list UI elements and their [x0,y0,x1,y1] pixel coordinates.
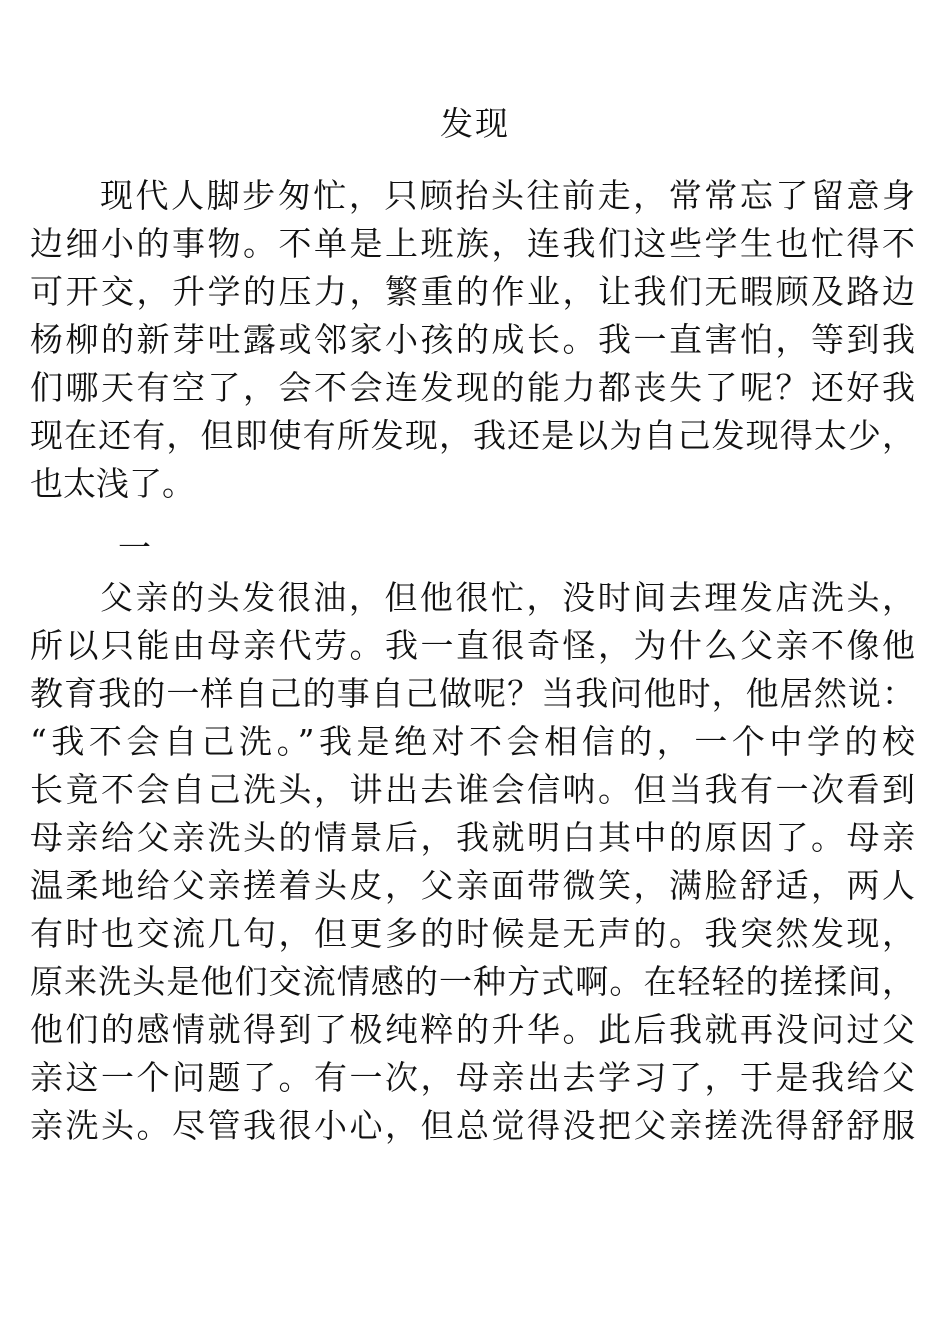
paragraph2-line: 教育我的一样自己的事自己做呢？当我问他时，他居然说： [30,674,915,713]
paragraph1-line: 们哪天有空了，会不会连发现的能力都丧失了呢？还好我 [30,368,915,407]
paragraph2-line: 母亲给父亲洗头的情景后，我就明白其中的原因了。母亲 [30,818,915,857]
paragraph2-line: 长竟不会自己洗头，讲出去谁会信呐。但当我有一次看到 [30,770,915,809]
paragraph2-line: 温柔地给父亲搓着头皮，父亲面带微笑，满脸舒适，两人 [30,866,915,905]
paragraph1-line: 现在还有，但即使有所发现，我还是以为自己发现得太少， [30,416,915,455]
essay-title: 发现 [440,104,510,143]
paragraph1-line: 边细小的事物。不单是上班族，连我们这些学生也忙得不 [30,224,915,263]
paragraph1-line: 现代人脚步匆忙，只顾抬头往前走，常常忘了留意身 [100,176,915,215]
paragraph2-line: 有时也交流几句，但更多的时候是无声的。我突然发现， [30,914,915,953]
paragraph2-line: 所以只能由母亲代劳。我一直很奇怪，为什么父亲不像他 [30,626,915,665]
paragraph2-line: 亲这一个问题了。有一次，母亲出去学习了，于是我给父 [30,1058,915,1097]
paragraph1-line: 杨柳的新芽吐露或邻家小孩的成长。我一直害怕，等到我 [30,320,915,359]
paragraph2-line: 父亲的头发很油，但他很忙，没时间去理发店洗头， [100,578,915,617]
paragraph2-line: “我不会自己洗。”我是绝对不会相信的，一个中学的校 [30,722,915,761]
paragraph1-line: 可开交，升学的压力，繁重的作业，让我们无暇顾及路边 [30,272,915,311]
paragraph1-line: 也太浅了。 [30,464,195,503]
section-marker: 一 [118,528,151,567]
paragraph2-line: 原来洗头是他们交流情感的一种方式啊。在轻轻的搓揉间， [30,962,915,1001]
paragraph2-line: 他们的感情就得到了极纯粹的升华。此后我就再没问过父 [30,1010,915,1049]
paragraph2-line: 亲洗头。尽管我很小心，但总觉得没把父亲搓洗得舒舒服 [30,1106,915,1145]
